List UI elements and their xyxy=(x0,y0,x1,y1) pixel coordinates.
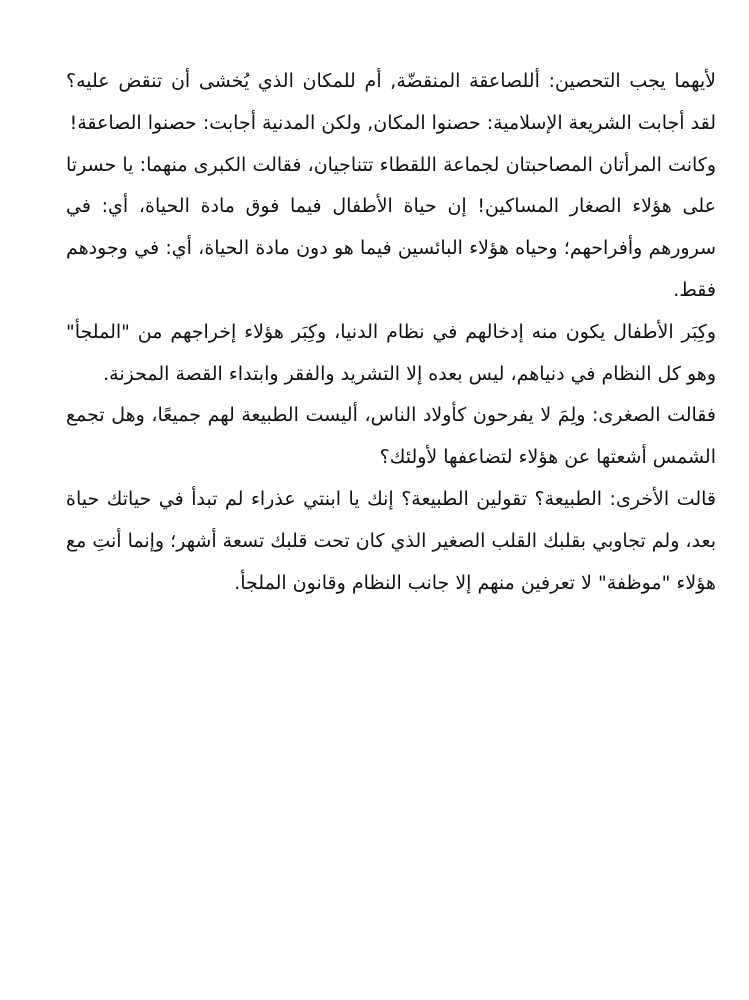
paragraph-1: لأيهما يجب التحصين: أللصاعقة المنقضّة, أم للمكان الذي يُخشى أن تنقض عليه؟ لقد أجابت الشريعة الإسلامية: حصنوا المكان, ولكن المدنية أجابت: حصنوا الصاعقة! xyxy=(66,70,716,134)
paragraph-2: وكانت المرأتان المصاحبتان لجماعة اللقطاء تتناجيان، فقالت الكبرى منهما: يا حسرتا على هؤلاء الصغار المساكين! إن حياة الأطفال فيما فوق مادة الحياة، أي: في سرورهم وأفراحهم؛ وحياه هؤلاء البائسين فيما هو دون مادة الحياة، أي: في وجودهم فقط. xyxy=(66,153,716,301)
paragraph-5: قالت الأخرى: الطبيعة؟ تقولين الطبيعة؟ إنك يا ابنتي عذراء لم تبدأ في حياتك حياة بعد، ولم تجاوبي بقلبك القلب الصغير الذي كان تحت قلبك تسعة أشهر؛ وإنما أنتِ مع هؤلاء "موظفة" لا تعرفين منهم إلا جانب النظام وقانون الملجأ. xyxy=(66,487,716,594)
paragraph-3: وكِبَر الأطفال يكون منه إدخالهم في نظام الدنيا، وكِبَر هؤلاء إخراجهم من "الملجأ" وهو كل النظام في دنياهم، ليس بعده إلا التشريد والفقر وابتداء القصة المحزنة. xyxy=(66,320,716,385)
paragraph-4: فقالت الصغرى: ولِمَ لا يفرحون كأولاد الناس، أليست الطبيعة لهم جميعًا، وهل تجمع الشمس أشعتها عن هؤلاء لتضاعفها لأولئك؟ xyxy=(66,404,716,469)
document-body xyxy=(66,61,716,604)
